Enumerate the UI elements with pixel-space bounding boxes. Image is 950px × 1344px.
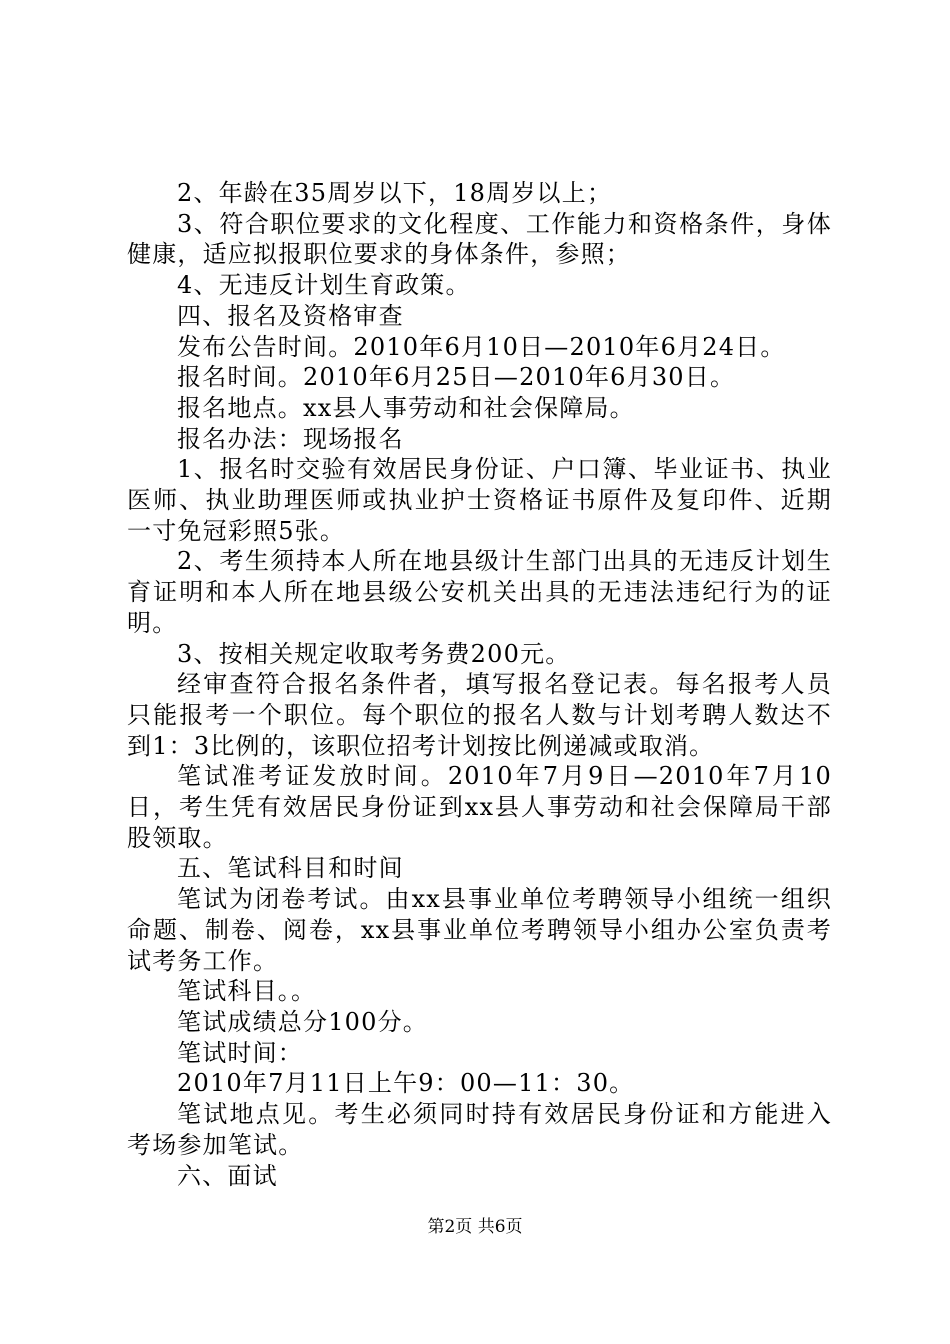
paragraph: 笔试科目。。 bbox=[177, 977, 317, 1006]
paragraph: 3、符合职位要求的文化程度、工作能力和资格条件，身体健康，适应拟报职位要求的身体条件，参照； bbox=[127, 209, 832, 269]
paragraph: 发布公告时间。2010年6月10日—2010年6月24日。 bbox=[177, 332, 786, 361]
section-heading: 六、面试 bbox=[177, 1161, 278, 1190]
paragraph: 笔试为闭卷考试。由xx县事业单位考聘领导小组统一组织命题、制卷、阅卷，xx县事业单位考聘领导小组办公室负责考试考务工作。 bbox=[127, 885, 832, 975]
paragraph: 报名时间。2010年6月25日—2010年6月30日。 bbox=[177, 363, 736, 392]
page-number-footer: 第2页 共6页 bbox=[427, 1217, 523, 1237]
paragraph: 2、年龄在35周岁以下，18周岁以上； bbox=[177, 179, 613, 207]
paragraph: 报名办法：现场报名 bbox=[177, 424, 404, 453]
paragraph: 笔试时间： bbox=[177, 1038, 303, 1067]
paragraph: 笔试成绩总分100分。 bbox=[177, 1007, 429, 1036]
paragraph: 1、报名时交验有效居民身份证、户口簿、毕业证书、执业医师、执业助理医师或执业护士资格证书原件及复印件、近期一寸免冠彩照5张。 bbox=[127, 455, 832, 545]
document-body bbox=[127, 178, 832, 1191]
paragraph: 2、考生须持本人所在地县级计生部门出具的无违反计划生育证明和本人所在地县级公安机关出具的无违法违纪行为的证明。 bbox=[127, 547, 832, 637]
paragraph: 3、按相关规定收取考务费200元。 bbox=[177, 639, 571, 668]
section-heading: 四、报名及资格审查 bbox=[177, 301, 404, 330]
paragraph: 4、无违反计划生育政策。 bbox=[177, 271, 471, 300]
paragraph: 报名地点。xx县人事劳动和社会保障局。 bbox=[177, 393, 635, 422]
paragraph: 2010年7月11日上午9：00—11：30。 bbox=[177, 1069, 635, 1098]
paragraph: 笔试地点见。考生必须同时持有效居民身份证和方能进入考场参加笔试。 bbox=[127, 1100, 832, 1159]
section-heading: 五、笔试科目和时间 bbox=[177, 854, 404, 883]
paragraph: 经审查符合报名条件者，填写报名登记表。每名报考人员只能报考一个职位。每个职位的报名人数与计划考聘人数达不到1：3比例的，该职位招考计划按比例递减或取消。 bbox=[127, 670, 832, 760]
paragraph: 笔试准考证发放时间。2010年7月9日—2010年7月10日，考生凭有效居民身份证到xx县人事劳动和社会保障局干部股领取。 bbox=[127, 762, 832, 852]
